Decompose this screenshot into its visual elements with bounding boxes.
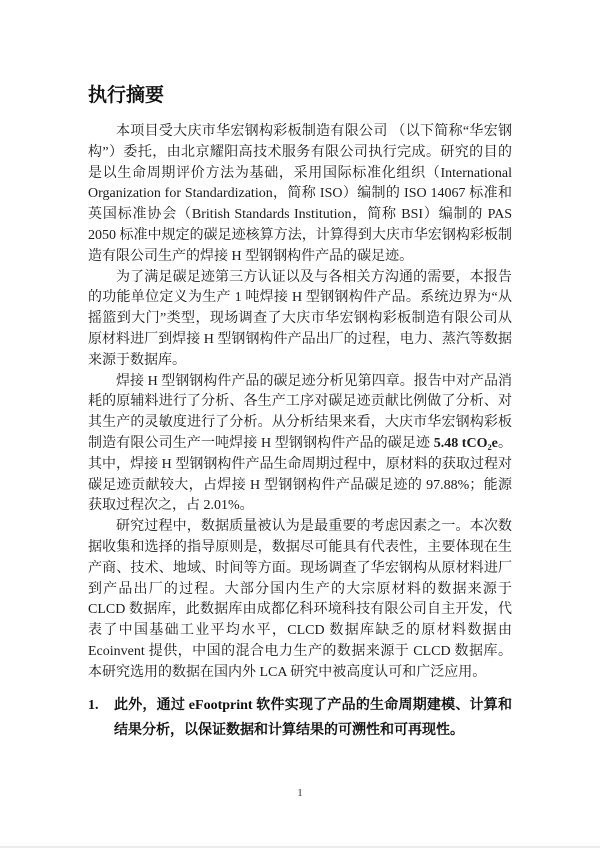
paragraph-3-tail: 。其中，焊接 H 型钢钢构件产品生命周期过程中，原材料的获取过程对碳足迹贡献较大，占焊接 H 型钢钢构件产品碳足迹的 97.88%；能源获取过程次之，占 2.01%。: [88, 435, 513, 514]
paragraph-1: 本项目受大庆市华宏钢构彩板制造有限公司 （以下简称“华宏钢构”）委托，由北京耀阳高技术服务有限公司执行完成。研究的目的是以生命周期评价方法为基础，采用国际标准化组织（International Organization for Standardization，简称 ISO）编制的 ISO 14067 标准和英国标准协会（British Standards Institution，简称 BSI）编制的 PAS 2050 标准中规定的碳足迹核算方法，计算得到大庆市华宏钢构彩板制造有限公司生产的焊接 H 型钢钢构件产品的碳足迹。: [88, 124, 512, 264]
carbon-footprint-value: 5.48 tCO₂e: [433, 435, 498, 451]
paragraph-3-lead: 焊接 H 型钢钢构件产品的碳足迹分析见第四章。报告中对产品消耗的原辅料进行了分析、各生产工序对碳足迹贡献比例做了分析、对其生产的灵敏度进行了分析。从分析结果来看，大庆市华宏钢构彩板制造有限公司生产一吨焊接 H 型钢钢构件产品的碳足迹: [88, 373, 512, 451]
paragraph-3: [88, 372, 512, 518]
page-number: 1: [297, 787, 303, 799]
list-item-1-text: 此外，通过 eFootprint 软件实现了产品的生命周期建模、计算和结果分析，以保证数据和计算结果的可溯性和可再现性。: [114, 697, 512, 738]
list-item-1: [88, 693, 512, 743]
section-title: 执行摘要: [88, 85, 165, 106]
paragraph-2: 为了满足碳足迹第三方认证以及与各相关方沟通的需要，本报告的功能单位定义为生产 1 吨焊接 H 型钢钢构件产品。系统边界为“从摇篮到大门”类型，现场调查了大庆市华宏钢构彩板制造有限公司从原材料进厂到焊接 H 型钢钢构件产品出厂的过程，电力、蒸汽等数据来源于数据库。: [88, 269, 512, 368]
list-item-1-marker: 1.: [88, 697, 99, 713]
paragraph-4: 研究过程中，数据质量被认为是最重要的考虑因素之一。本次数据收集和选择的指导原则是，数据尽可能具有代表性，主要体现在生产商、技术、地域、时间等方面。现场调查了华宏钢构从原材料进厂到产品出厂的过程。大部分国内生产的大宗原材料的数据来源于 CLCD 数据库，此数据库由成都亿科环境科技有限公司自主开发，代表了中国基础工业平均水平，CLCD 数据库缺乏的原材料数据由 Ecoinvent 提供，中国的混合电力生产的数据来源于 CLCD 数据库。本研究选用的数据在国内外 LCA 研究中被高度认可和广泛应用。: [88, 519, 512, 680]
